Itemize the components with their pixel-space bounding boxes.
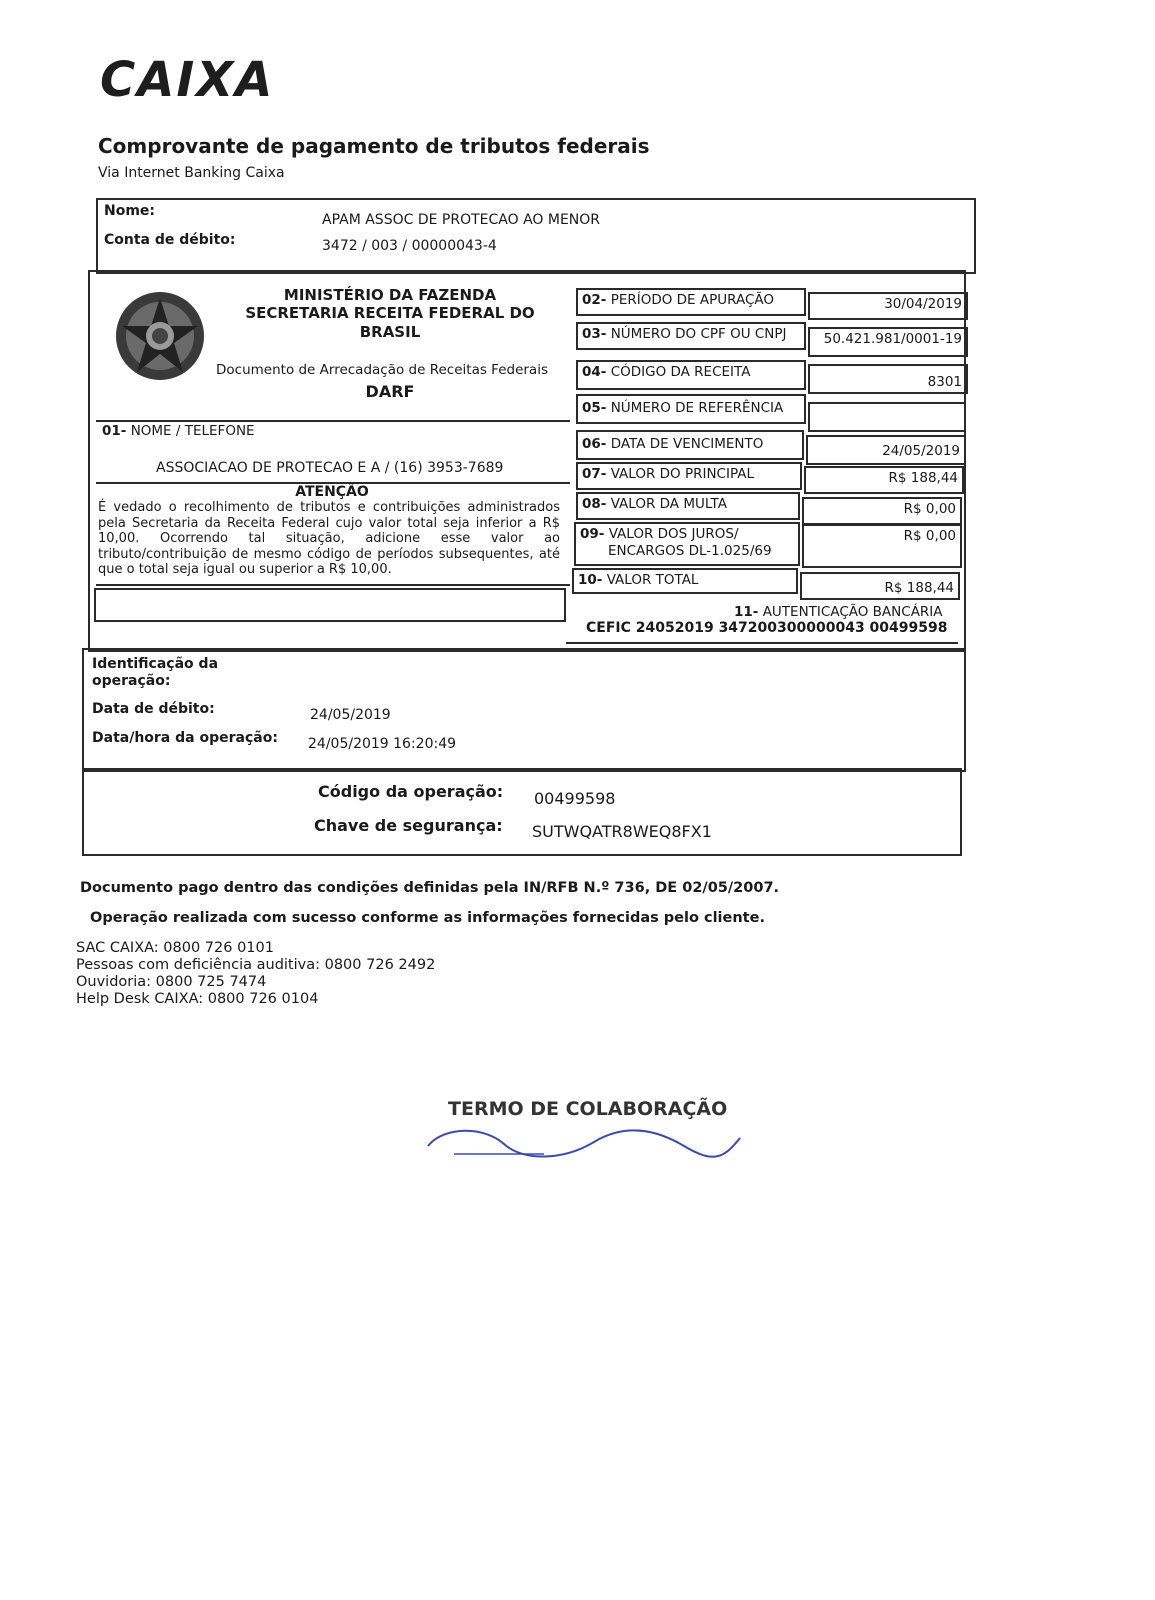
document-subtitle: Via Internet Banking Caixa [98, 165, 285, 181]
conta-value: 3472 / 003 / 00000043-4 [322, 238, 497, 254]
footer-line2: Operação realizada com sucesso conforme as informações fornecidas pelo cliente. [90, 910, 765, 926]
auth-num: 11- [734, 604, 759, 620]
data-debito-label: Data de débito: [92, 701, 215, 717]
contact-sac: SAC CAIXA: 0800 726 0101 [76, 940, 274, 956]
darf-doc-code: DARF [365, 382, 415, 401]
ministry-title: MINISTÉRIO DA FAZENDA [283, 286, 497, 304]
attention-text: É vedado o recolhimento de tributos e contribuições administrados pela Secretaria da Receita Federal cujo valor total seja inferior a R$ 10,00. Ocorrendo tal situação, adicione esse valor ao tributo/contribuição de mesmo código de períodos subsequentes, até que o total seja igual ou superior a R$ 10,00. [98, 500, 560, 577]
attention-title: ATENÇÃO [295, 484, 369, 500]
contact-helpdesk: Help Desk CAIXA: 0800 726 0104 [76, 991, 319, 1007]
field08-label: VALOR DA MULTA [610, 496, 727, 512]
field06-num: 06- [582, 436, 607, 452]
field05-value [808, 402, 966, 432]
field01-label-text: NOME / TELEFONE [130, 423, 255, 439]
auth-label [734, 604, 943, 620]
contact-auditiva: Pessoas com deficiência auditiva: 0800 726 2492 [76, 957, 436, 973]
field05-label-cell [576, 394, 806, 424]
field03-num: 03- [582, 326, 607, 342]
secretaria-line2: BRASIL [359, 323, 421, 341]
field07-num: 07- [582, 466, 607, 482]
termo-colaboracao-stamp: TERMO DE COLABORAÇÃO [448, 1098, 728, 1120]
chave-label: Chave de segurança: [314, 816, 503, 835]
field10-label-cell [572, 568, 798, 594]
data-hora-value: 24/05/2019 16:20:49 [308, 736, 457, 752]
field06-value: 24/05/2019 [806, 435, 966, 465]
nome-value: APAM ASSOC DE PROTECAO AO MENOR [322, 212, 601, 228]
caixa-logo: CAIXA [100, 52, 275, 108]
field09-label2: ENCARGOS DL-1.025/69 [608, 543, 772, 559]
auth-label-text: AUTENTICAÇÃO BANCÁRIA [762, 604, 943, 620]
contact-ouvidoria: Ouvidoria: 0800 725 7474 [76, 974, 267, 990]
field05-num: 05- [582, 400, 607, 416]
field01-label [102, 423, 255, 439]
field03-label-cell [576, 322, 806, 350]
field07-value: R$ 188,44 [804, 466, 964, 494]
field04-value: 8301 [808, 364, 968, 394]
auth-value: CEFIC 24052019 347200300000043 00499598 [586, 620, 948, 636]
auth-empty-box [94, 588, 566, 622]
field02-label: PERÍODO DE APURAÇÃO [610, 292, 775, 308]
field07-label: VALOR DO PRINCIPAL [610, 466, 754, 482]
field03-label: NÚMERO DO CPF OU CNPJ [610, 326, 787, 342]
secretaria-line1: SECRETARIA RECEITA FEDERAL DO [245, 304, 535, 322]
field06-label: DATA DE VENCIMENTO [610, 436, 764, 452]
field10-value: R$ 188,44 [800, 572, 960, 600]
field04-num: 04- [582, 364, 607, 380]
field06-label-cell [576, 430, 804, 460]
brasao-emblem-icon [112, 288, 208, 384]
field09-value: R$ 0,00 [802, 524, 962, 568]
data-hora-label: Data/hora da operação: [92, 730, 278, 746]
handwritten-number [424, 1124, 744, 1164]
data-debito-value: 24/05/2019 [310, 707, 391, 723]
codigo-box [82, 768, 962, 856]
field02-value: 30/04/2019 [808, 292, 968, 320]
darf-doc-name: Documento de Arrecadação de Receitas Federais [216, 362, 548, 378]
field02-num: 02- [582, 292, 607, 308]
field01-num: 01- [102, 423, 127, 439]
field10-num: 10- [578, 572, 603, 588]
field03-value: 50.421.981/0001-19 [808, 327, 968, 357]
field08-num: 08- [582, 496, 607, 512]
field08-label-cell [576, 492, 800, 520]
field01-value: ASSOCIACAO DE PROTECAO E A / (16) 3953-7689 [156, 460, 504, 476]
codigo-value: 00499598 [534, 789, 616, 808]
field09-num: 09- [580, 526, 605, 542]
conta-label: Conta de débito: [104, 232, 236, 248]
field05-label: NÚMERO DE REFERÊNCIA [610, 400, 784, 416]
field08-value: R$ 0,00 [802, 497, 962, 525]
id-operacao-label: Identificação da operação: [92, 656, 219, 689]
field02-label-cell [576, 288, 806, 316]
chave-value: SUTWQATR8WEQ8FX1 [532, 822, 712, 841]
field04-label: CÓDIGO DA RECEITA [610, 364, 751, 380]
field07-label-cell [576, 462, 802, 490]
field09-label-cell [574, 522, 800, 566]
nome-label: Nome: [104, 203, 156, 219]
codigo-label: Código da operação: [318, 782, 504, 801]
footer-line1: Documento pago dentro das condições definidas pela IN/RFB N.º 736, DE 02/05/2007. [80, 880, 780, 896]
document-title: Comprovante de pagamento de tributos federais [98, 134, 650, 158]
field10-label: VALOR TOTAL [606, 572, 699, 588]
field04-label-cell [576, 360, 806, 390]
field09-label: VALOR DOS JUROS/ [608, 526, 739, 542]
